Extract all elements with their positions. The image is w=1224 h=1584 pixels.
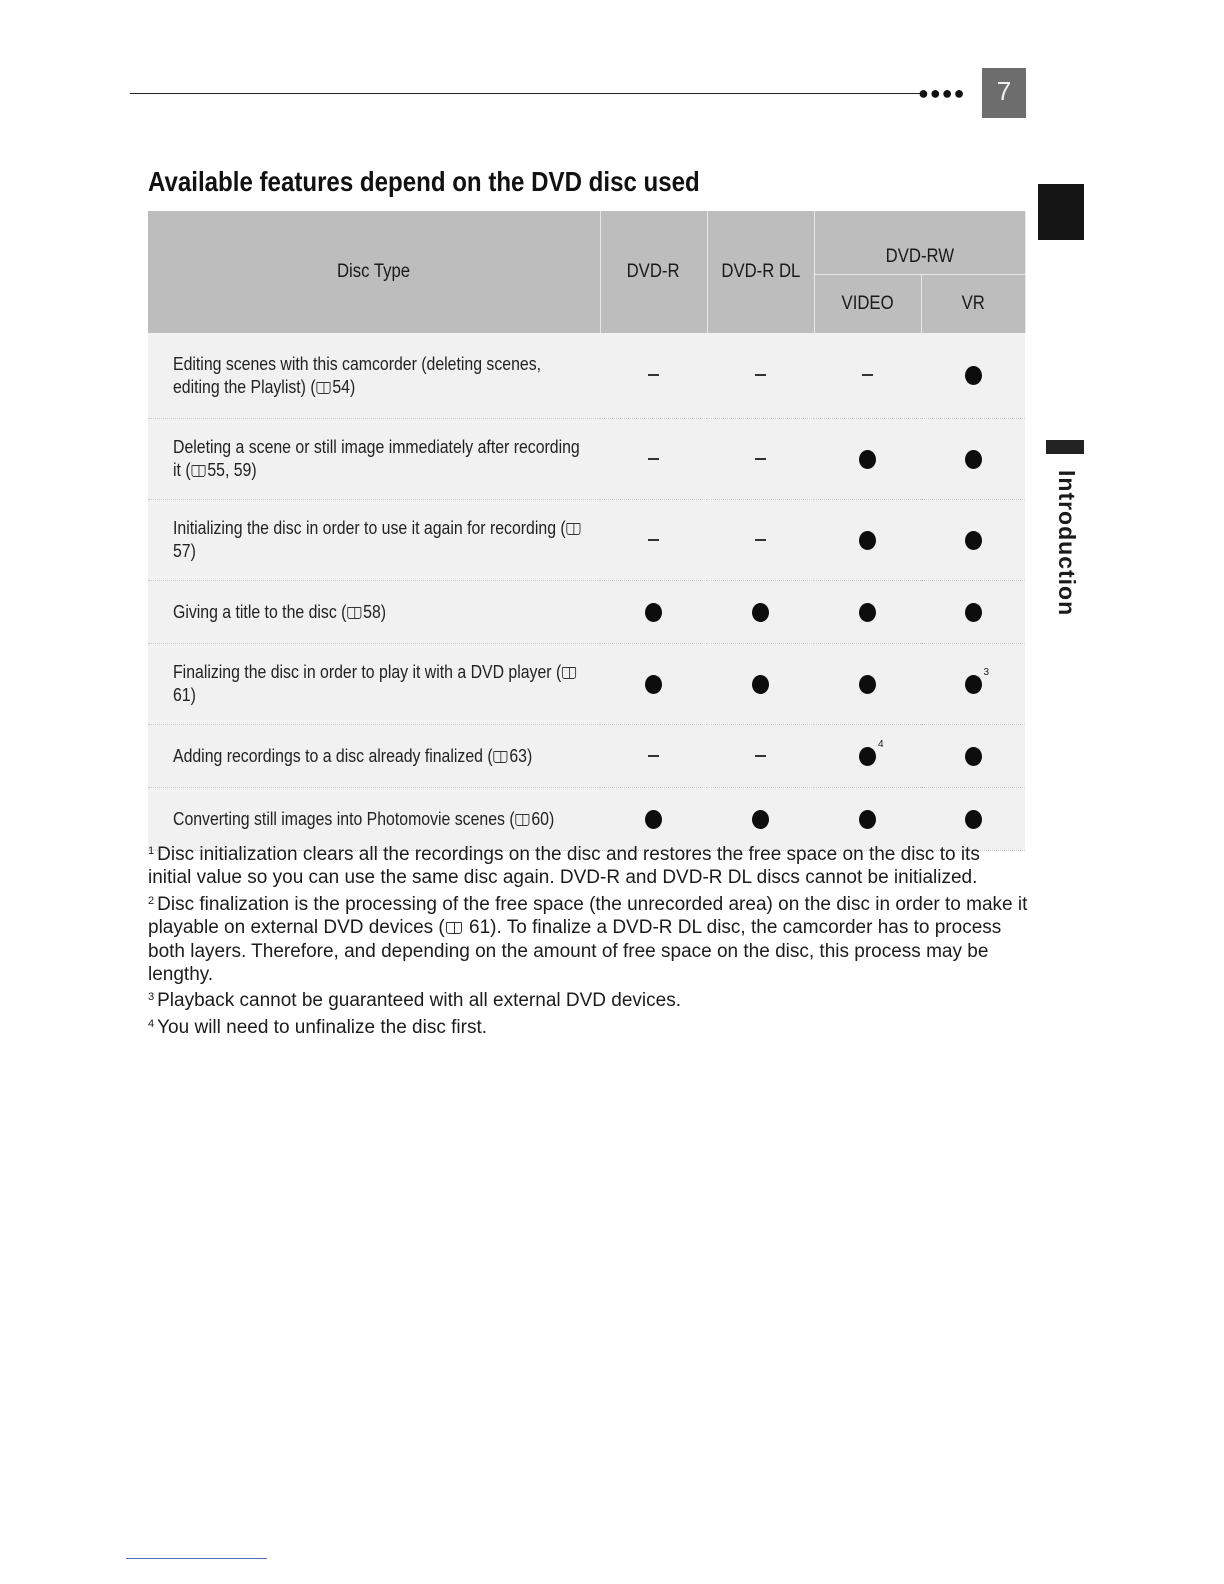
feature-cell: [148, 725, 600, 788]
book-reference-icon: [317, 382, 331, 394]
footnote-4-text: You will need to unfinalize the disc first.: [157, 1016, 487, 1038]
not-supported-dash-icon: [755, 458, 766, 460]
header-video-label: VIDEO: [841, 293, 894, 314]
section-label-introduction: Introduction: [1054, 470, 1080, 617]
header-disc-type-label: Disc Type: [337, 261, 411, 282]
footnote-reference: 3: [983, 666, 990, 678]
supported-dot-icon: [645, 810, 662, 829]
feature-page-ref: 55, 59): [207, 460, 257, 480]
feature-text: [173, 601, 588, 624]
footnote-3-text: Playback cannot be guaranteed with all external DVD devices.: [157, 990, 681, 1012]
supported-dot-icon: [859, 747, 876, 766]
header-rule: [130, 93, 920, 94]
mark-cell-dvd-r: [600, 581, 707, 644]
header-dvd-r-dl: [707, 211, 814, 333]
footnote-2-text-pre: Disc finalization is the processing of the free space (the unrecorded area) on the disc in order to make it playable on external DVD devices (: [148, 893, 1028, 939]
supported-dot-icon: [752, 603, 769, 622]
table-row: [148, 581, 1025, 644]
header-dvd-rw: [814, 211, 1025, 275]
feature-label: Giving a title to the disc (: [173, 601, 347, 622]
page-number: 7: [982, 68, 1026, 118]
supported-dot-icon: [752, 675, 769, 694]
header-video: [814, 275, 921, 334]
feature-cell: [148, 644, 600, 725]
footnote-2: [148, 890, 1028, 987]
book-reference-icon: [493, 751, 507, 763]
supported-dot-icon: [859, 531, 876, 550]
table-row: [148, 644, 1025, 725]
feature-cell: [148, 419, 600, 500]
mark-cell-vr: [921, 644, 1025, 725]
feature-label: Deleting a scene or still image immediately after recording it (: [173, 437, 580, 480]
footnote-4-number: 4: [148, 1017, 155, 1030]
feature-page-ref: 61): [173, 685, 196, 705]
not-supported-dash-icon: [648, 374, 659, 376]
supported-dot-icon: [752, 810, 769, 829]
mark-cell-dvd-r-dl: [707, 333, 814, 419]
mark-cell-dvd-r-dl: [707, 581, 814, 644]
feature-label: Initializing the disc in order to use it again for recording (: [173, 518, 566, 538]
footnote-4: [148, 1013, 1028, 1039]
mark-cell-vr: [921, 500, 1025, 581]
footnote-1-text: Disc initialization clears all the recordings on the disc and restores the free space on the disc to its initial value so you can use the same disc again. DVD-R and DVD-R DL discs cannot be initialized.: [148, 844, 980, 889]
feature-text: [173, 517, 588, 563]
header-dvd-r-label: DVD-R: [627, 261, 680, 282]
page-title: Available features depend on the DVD disc used: [148, 166, 700, 197]
mark-cell-dvd-r: [600, 333, 707, 419]
feature-text: [173, 436, 588, 482]
book-reference-icon: [567, 523, 581, 535]
bottom-rule: [126, 1558, 267, 1559]
supported-dot-icon: [965, 450, 982, 469]
mark-cell-dvd-r: [600, 419, 707, 500]
supported-dot-icon: [965, 810, 982, 829]
not-supported-dash-icon: [862, 374, 873, 376]
mark-cell-video: [814, 725, 921, 788]
feature-text: [173, 353, 588, 399]
footnote-2-number: 2: [148, 894, 155, 907]
mark-cell-vr: [921, 581, 1025, 644]
header-dvd-r-dl-label: DVD-R DL: [721, 261, 800, 282]
mark-cell-video: [814, 333, 921, 419]
header-vr-label: VR: [961, 293, 985, 314]
feature-label: Converting still images into Photomovie scenes (: [173, 808, 515, 829]
not-supported-dash-icon: [648, 755, 659, 757]
section-thumb-block: [1038, 184, 1084, 240]
mark-cell-video: [814, 581, 921, 644]
supported-dot-icon: [965, 747, 982, 766]
section-marker: [1046, 440, 1084, 454]
not-supported-dash-icon: [755, 539, 766, 541]
mark-cell-dvd-r-dl: [707, 644, 814, 725]
supported-dot-icon: [859, 810, 876, 829]
feature-cell: [148, 500, 600, 581]
book-reference-icon: [191, 465, 205, 477]
book-reference-icon: [446, 922, 462, 934]
feature-page-ref: 60): [531, 808, 555, 829]
header-dots: ●●●●: [918, 83, 966, 103]
mark-cell-dvd-r: [600, 500, 707, 581]
footnotes: [148, 840, 1028, 1039]
mark-cell-vr: [921, 725, 1025, 788]
footnote-reference: 4: [878, 738, 884, 750]
header-dvd-r: [600, 211, 707, 333]
supported-dot-icon: [965, 366, 982, 385]
header-disc-type: [148, 211, 600, 333]
supported-dot-icon: [965, 531, 982, 550]
not-supported-dash-icon: [648, 458, 659, 460]
table-row: [148, 333, 1025, 419]
table-body: [148, 333, 1025, 851]
supported-dot-icon: [859, 675, 876, 694]
feature-cell: [148, 333, 600, 419]
feature-page-ref: 58): [363, 601, 387, 622]
feature-text: [173, 745, 588, 768]
feature-label: Finalizing the disc in order to play it with a DVD player (: [173, 662, 562, 682]
feature-text: [173, 808, 588, 831]
footnote-3-number: 3: [148, 991, 155, 1004]
footnote-1: [148, 840, 1028, 890]
mark-cell-dvd-r-dl: [707, 725, 814, 788]
feature-label: Adding recordings to a disc already finalized (: [173, 745, 493, 766]
supported-dot-icon: [645, 675, 662, 694]
mark-cell-vr: [921, 333, 1025, 419]
not-supported-dash-icon: [755, 755, 766, 757]
header-vr: [921, 275, 1025, 334]
mark-cell-dvd-r-dl: [707, 419, 814, 500]
not-supported-dash-icon: [755, 374, 766, 376]
mark-cell-dvd-r-dl: [707, 500, 814, 581]
mark-cell-dvd-r: [600, 644, 707, 725]
table-row: [148, 725, 1025, 788]
feature-table: [148, 211, 1026, 851]
supported-dot-icon: [965, 675, 982, 694]
mark-cell-dvd-r: [600, 725, 707, 788]
feature-text: [173, 661, 588, 707]
supported-dot-icon: [859, 603, 876, 622]
footnote-3: [148, 986, 1028, 1012]
supported-dot-icon: [965, 603, 982, 622]
book-reference-icon: [562, 667, 576, 679]
not-supported-dash-icon: [648, 539, 659, 541]
mark-cell-video: [814, 644, 921, 725]
mark-cell-video: [814, 500, 921, 581]
feature-page-ref: 63): [509, 745, 533, 766]
mark-cell-vr: [921, 419, 1025, 500]
feature-cell: [148, 581, 600, 644]
feature-page-ref: 57): [173, 541, 196, 561]
supported-dot-icon: [645, 603, 662, 622]
footnote-2-text-post: 61). To finalize a DVD-R DL disc, the camcorder has to process both layers. Therefore, and depending on the amount of free space on the disc, this process may be lengthy.: [148, 917, 1002, 986]
book-reference-icon: [515, 814, 529, 826]
feature-label: Editing scenes with this camcorder (deleting scenes, editing the Playlist) (: [173, 353, 542, 397]
table-row: [148, 500, 1025, 581]
header-dvd-rw-label: DVD-RW: [885, 246, 954, 267]
book-reference-icon: [347, 607, 361, 619]
table-row: [148, 419, 1025, 500]
feature-page-ref: 54): [332, 376, 356, 397]
supported-dot-icon: [859, 450, 876, 469]
mark-cell-video: [814, 419, 921, 500]
footnote-1-number: 1: [148, 845, 155, 857]
